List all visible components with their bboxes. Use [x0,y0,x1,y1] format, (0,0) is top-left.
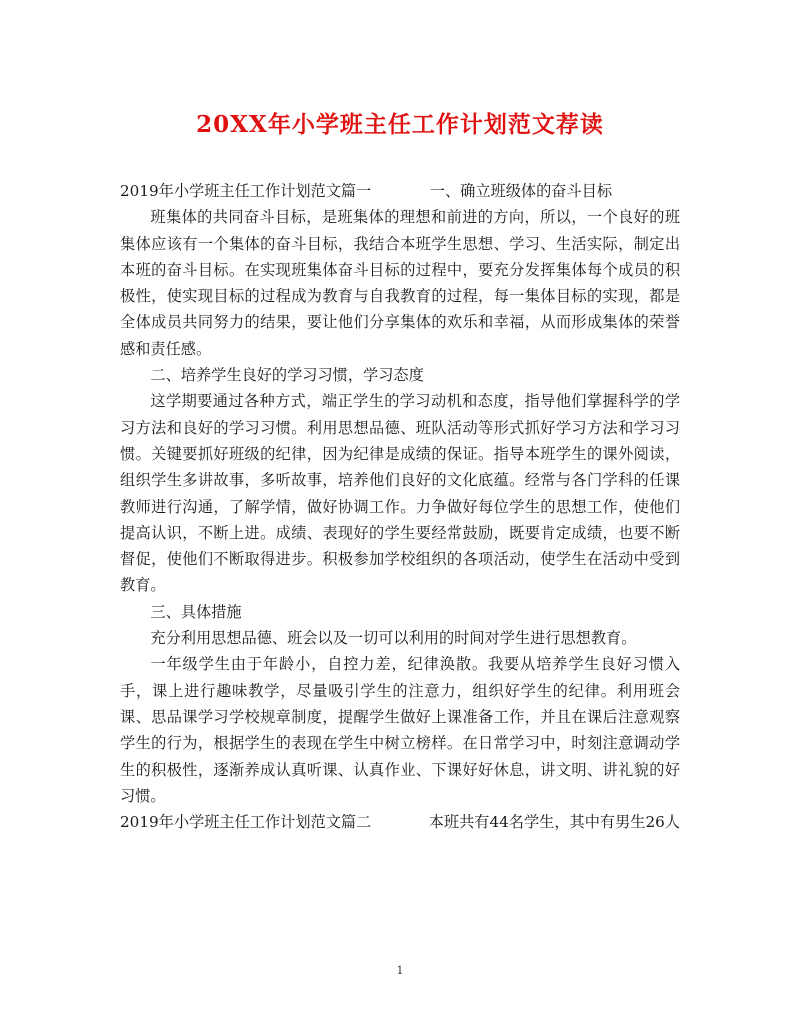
section-heading: 三、具体措施 [150,602,242,621]
section-heading-row [120,809,680,835]
document-title: 20XX年小学班主任工作计划范文荐读 [196,111,604,138]
article-heading: 2019年小学班主任工作计划范文篇一 [120,182,372,200]
document-body [120,178,680,835]
page-number: 1 [396,964,404,977]
section-heading-row [120,178,680,204]
paragraph: 充分利用思想品德、班会以及一切可以利用的时间对学生进行思想教育。 [150,629,637,648]
paragraph: 一年级学生由于年龄小，自控力差，纪律涣散。我要从培养学生良好习惯入手，课上进行趣味教学，尽量吸引学生的注意力，组织好学生的纪律。利用班会课、思品课学习学校规章制度，提醒学生做好上课准备工作，并且在课后注意观察学生的行为，根据学生的表现在学生中树立榜样。在日常学习中，时刻注意调动学生的积极性，逐渐养成认真听课、认真作业、下课好好休息，讲文明、讲礼貌的好习惯。 [120,655,680,805]
paragraph: 班集体的共同奋斗目标，是班集体的理想和前进的方向，所以，一个良好的班集体应该有一个集体的奋斗目标，我结合本班学生思想、学习、生活实际，制定出本班的奋斗目标。在实现班集体奋斗目标的过程中，要充分发挥集体每个成员的积极性，使实现目标的过程成为教育与自我教育的过程，每一集体目标的实现，都是全体成员共同努力的结果，要让他们分享集体的欢乐和幸福，从而形成集体的荣誉感和责任感。 [120,208,680,358]
paragraph: 这学期要通过各种方式，端正学生的学习动机和态度，指导他们掌握科学的学习方法和良好的学习习惯。利用思想品德、班队活动等形式抓好学习方法和学习习惯。关键要抓好班级的纪律，因为纪律是成绩的保证。指导本班学生的课外阅读，组织学生多讲故事，多听故事，培养他们良好的文化底蕴。经常与各门学科的任课教师进行沟通，了解学情，做好协调工作。力争做好每位学生的思想工作，使他们提高认识，不断上进。成绩、表现好的学生要经常鼓励，既要肯定成绩，也要不断督促，使他们不断取得进步。积极参加学校组织的各项活动，使学生在活动中受到教育。 [120,392,680,595]
section-heading: 一、确立班级体的奋斗目标 [429,182,612,200]
section-heading: 二、培养学生良好的学习习惯，学习态度 [150,366,424,385]
article-heading: 2019年小学班主任工作计划范文篇二 [120,813,372,832]
paragraph-start: 本班共有44名学生，其中有男生26人 [428,813,680,832]
